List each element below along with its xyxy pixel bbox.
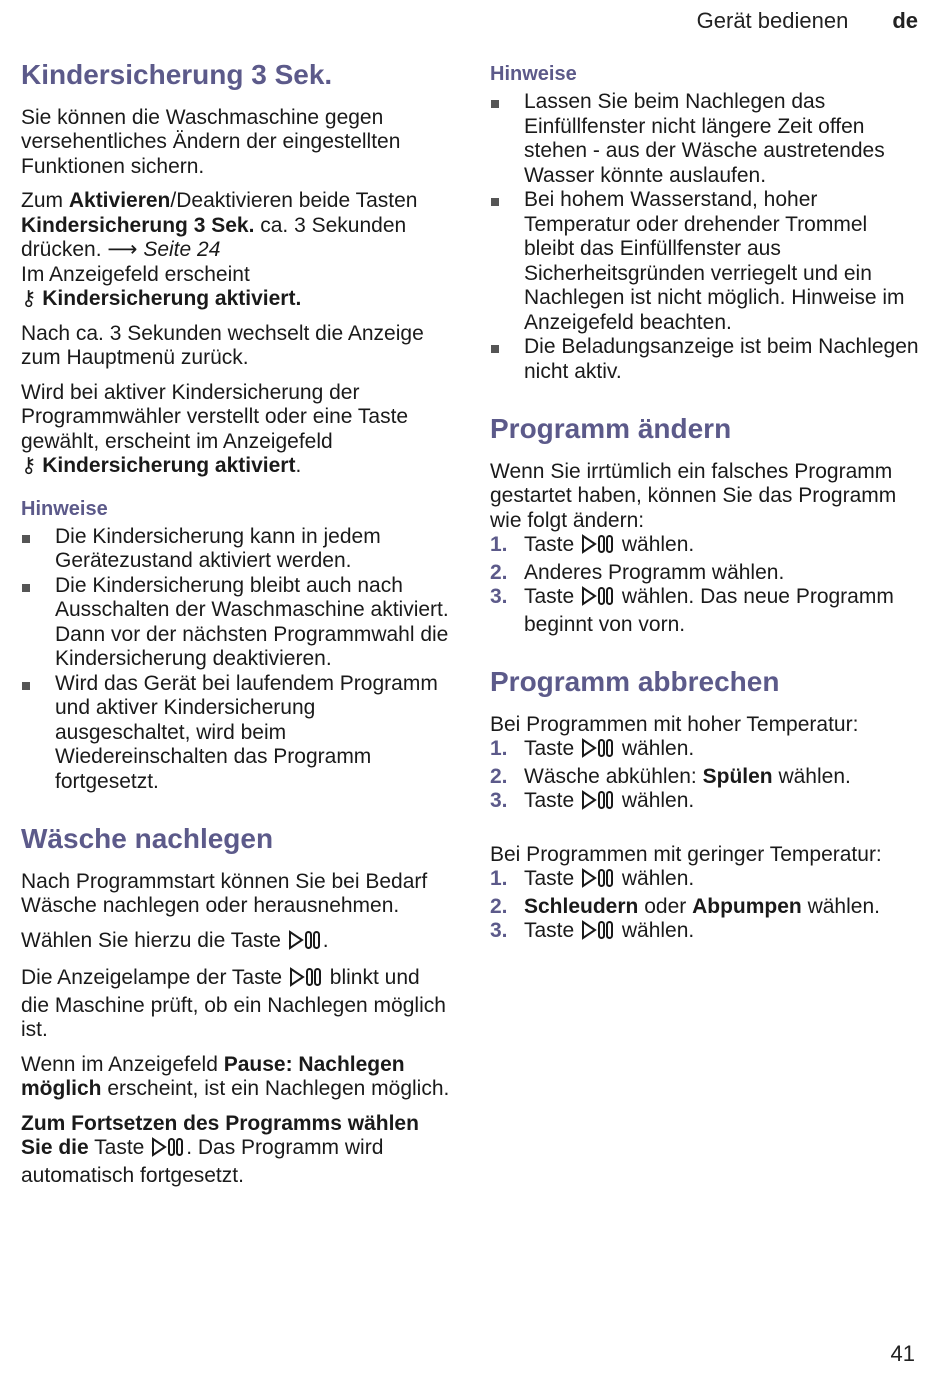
start-pause-icon — [581, 738, 615, 765]
list-item: Wird das Gerät bei laufendem Programm und aktiver Kindersicherung ausgeschaltet, wird beim Wiedereinschalten das Programm fortgesetzt. — [21, 672, 453, 795]
list-item: Die Kindersicherung kann in jedem Gerätezustand aktiviert werden. — [21, 525, 453, 574]
start-pause-icon — [581, 868, 615, 895]
list-item: 3. Taste wählen. — [490, 789, 922, 817]
list-item: Bei hohem Wasserstand, hoher Temperatur oder drehender Trommel bleibt das Einfüllfenster aus Sicherheitsgründen verriegelt und ein Nachlegen ist nicht möglich. Hinweise im Anzeigefeld beachten. — [490, 188, 922, 335]
start-pause-icon — [289, 967, 323, 994]
list-item: Die Beladungsanzeige ist beim Nachlegen nicht aktiv. — [490, 335, 922, 384]
key-icon: ⚷ — [21, 287, 37, 311]
steps-list — [490, 533, 922, 637]
heading-programm-abbrechen: Programm abbrechen — [490, 666, 780, 698]
steps-list — [490, 737, 922, 817]
list-item: 1. Taste wählen. — [490, 867, 922, 895]
paragraph: Nach ca. 3 Sekunden wechselt die Anzeige zum Hauptmenü zurück. — [21, 321, 424, 370]
list-item: 2. Anderes Programm wählen. — [490, 560, 785, 584]
notes-heading: Hinweise — [21, 497, 108, 520]
heading-waesche-nachlegen: Wäsche nachlegen — [21, 823, 274, 855]
header-section: Gerät bedienen — [696, 8, 849, 33]
paragraph: Wählen Sie hierzu die Taste . — [21, 929, 453, 957]
heading-programm-aendern: Programm ändern — [490, 413, 732, 444]
page-header — [697, 8, 918, 34]
list-item: Lassen Sie beim Nachlegen das Einfüllfenster nicht längere Zeit offen stehen - aus der Wäsche austretendes Wasser könnte auslaufen. — [490, 90, 922, 188]
page-reference-link[interactable]: Seite 24 — [137, 238, 221, 262]
list-item: 1. Taste wählen. — [490, 533, 922, 561]
list-item: 2. Schleudern oder Abpumpen wählen. — [490, 894, 880, 918]
start-pause-icon — [581, 920, 615, 947]
paragraph: Wird bei aktiver Kindersicherung der Programmwähler verstellt oder eine Taste gewählt, erscheint im Anzeigefeld ⚷ Kindersicherung aktiviert. — [21, 380, 409, 478]
paragraph: Zum Aktivieren/Deaktivieren beide Tasten Kindersicherung 3 Sek. ca. 3 Sekunden drücken. ⟶ Seite 24 Im Anzeigefeld erscheint ⚷ Kindersicherung aktiviert. — [21, 189, 418, 311]
notes-list — [490, 90, 922, 384]
paragraph: Wenn im Anzeigefeld Pause: Nachlegen möglich erscheint, ist ein Nachlegen möglich. — [21, 1052, 450, 1101]
start-pause-icon — [288, 930, 322, 957]
steps-list — [490, 867, 922, 947]
list-item: 2. Wäsche abkühlen: Spülen wählen. — [490, 764, 851, 788]
page-number: 41 — [890, 1341, 915, 1366]
key-icon: ⚷ — [21, 454, 37, 478]
paragraph: Sie können die Waschmaschine gegen versehentliches Ändern der eingestellten Funktionen sichern. — [21, 105, 401, 178]
left-column — [21, 58, 453, 1198]
heading-kindersicherung: Kindersicherung 3 Sek. — [21, 59, 333, 90]
paragraph: Wenn Sie irrtümlich ein falsches Programm gestartet haben, können Sie das Programm wie folgt ändern: — [490, 459, 897, 532]
list-item: Die Kindersicherung bleibt auch nach Ausschalten der Waschmaschine aktiviert. Dann vor der nächsten Programmwahl die Kindersicherung deaktivieren. — [21, 574, 453, 672]
paragraph: Die Anzeigelampe der Taste blinkt und die Maschine prüft, ob ein Nachlegen möglich ist. — [21, 966, 446, 1042]
list-item: 3. Taste wählen. — [490, 919, 922, 947]
paragraph: Bei Programmen mit geringer Temperatur: — [490, 842, 882, 866]
list-item: 3. Taste wählen. Das neue Programm beginnt von vorn. — [490, 585, 894, 636]
notes-list — [21, 525, 453, 795]
list-item: 1. Taste wählen. — [490, 737, 922, 765]
start-pause-icon — [581, 534, 615, 561]
start-pause-icon — [581, 586, 615, 613]
notes-heading: Hinweise — [490, 63, 577, 85]
start-pause-icon — [581, 790, 615, 817]
paragraph: Nach Programmstart können Sie bei Bedarf Wäsche nachlegen oder herausnehmen. — [21, 869, 428, 918]
paragraph: Bei Programmen mit hoher Temperatur: — [490, 712, 859, 736]
header-lang: de — [892, 8, 918, 33]
paragraph: Zum Fortsetzen des Programms wählen Sie die Taste . Das Programm wird automatisch fortgesetzt. — [21, 1111, 419, 1187]
start-pause-icon — [151, 1137, 185, 1164]
right-column — [490, 62, 922, 957]
arrow-right-icon: ⟶ — [107, 238, 138, 262]
